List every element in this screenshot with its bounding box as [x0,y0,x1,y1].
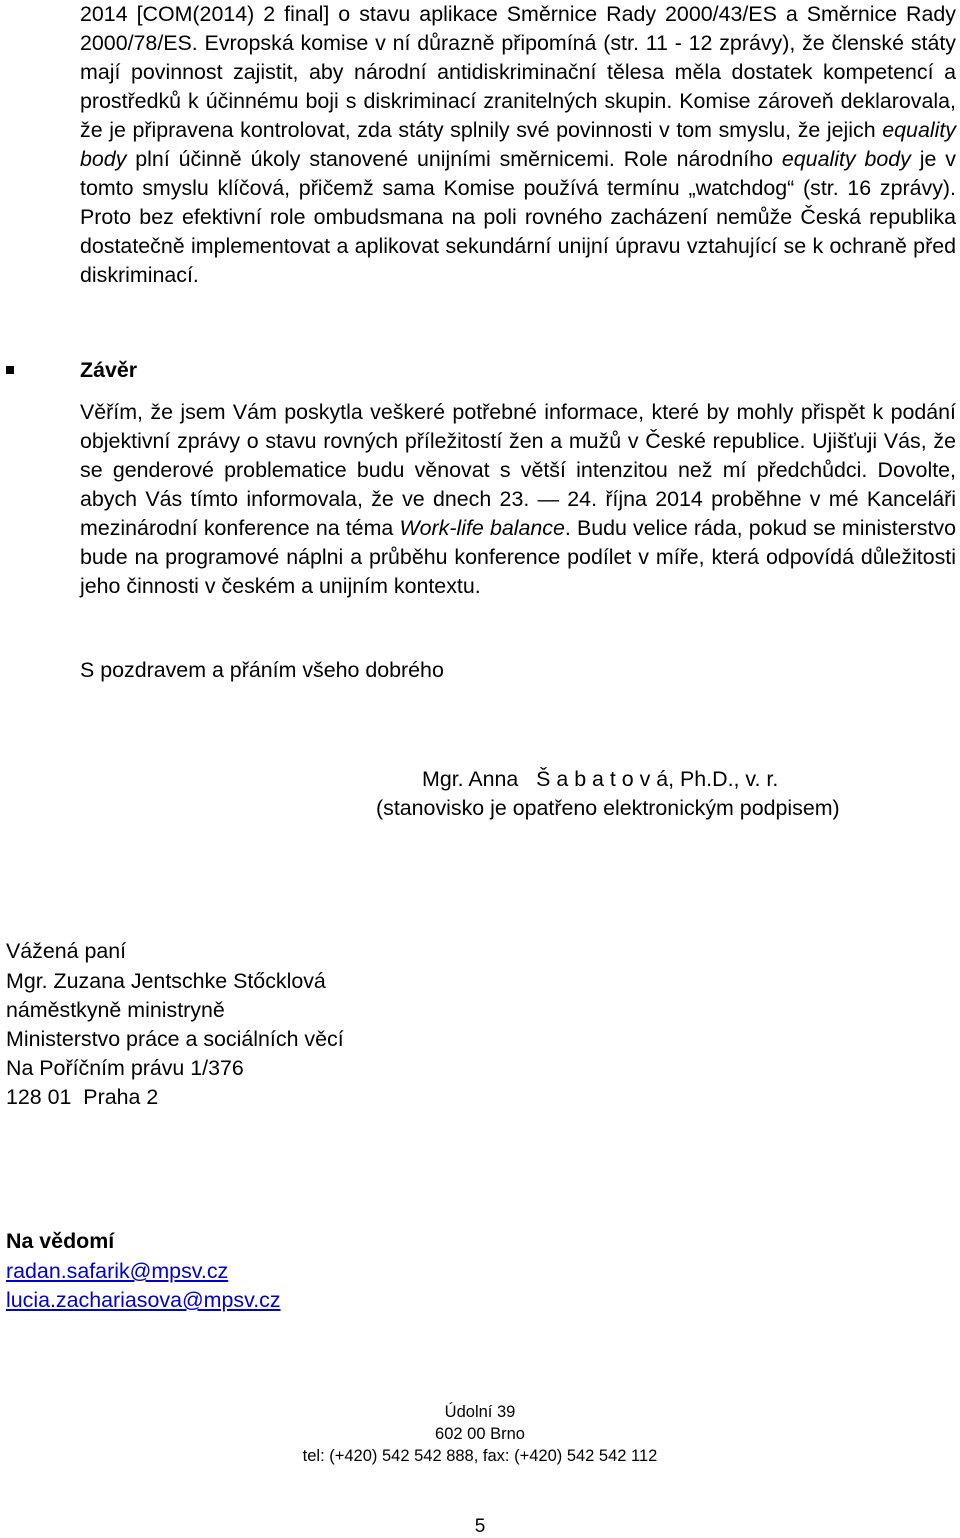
recipient-city: 128 01 Praha 2 [6,1085,159,1109]
section-heading-zaver: Závěr [80,358,138,382]
recipient-office: Ministerstvo práce a sociálních věcí [6,1027,344,1051]
conference-topic: Work-life balance [399,516,565,540]
recipient-role: náměstkyně ministryně [6,998,225,1022]
page-number: 5 [474,1516,486,1537]
footer-contact: tel: (+420) 542 542 888, fax: (+420) 542 542 112 [302,1447,658,1465]
intro-paragraph: 2014 [COM(2014) 2 final] o stavu aplikace Směrnice Rady 2000/43/ES a Směrnice Rady 2000/78/ES. Evropská komise v ní důrazně připomíná (str. 11 - 12 zprávy), že členské státy mají povinnost zajistit, aby národní antidiskriminační tělesa měla dostatek kompetencí a prostředků k účinnému boji s diskriminací zranitelných skupin. Komise zároveň deklarovala, že je připravena kontrolovat, zda státy splnily své povinnosti v tom smyslu, že jejich equality body plní účinně úkoly stanovené unijními směrnicemi. Role národního equality body je v tomto smyslu klíčová, přičemž sama Komise používá termínu „watchdog“ (str. 16 zprávy). Proto bez efektivní role ombudsmana na poli rovného zacházení nemůže Česká republika dostatečně implementovat a aplikovat sekundární unijní úpravu vztahující se k ochraně před diskriminací. [80,2,956,287]
signature-name: Mgr. Anna Š a b a t o v á, Ph.D., v. r. [422,767,779,791]
recipient-name: Mgr. Zuzana Jentschke Stőcklová [6,969,326,993]
equality-body-term-2: equality body [781,147,911,171]
conclusion-paragraph: Věřím, že jsem Vám poskytla veškeré potřebné informace, které by mohly přispět k podání objektivní zprávy o stavu rovných příležitostí žen a mužů v České republice. Ujišťuji Vás, že se genderové problematice budu věnovat s větší intenzitou než mí předchůdci. Dovolte, abych Vás tímto informovala, že ve dnech 23. — 24. října 2014 proběhne v mé Kanceláři mezinárodní konference na téma Work-life balance. Budu velice ráda, pokud se ministerstvo bude na programové náplni a průběhu konference podílet v míře, která odpovídá důležitosti jeho činnosti v českém a unijním kontextu. [80,400,956,598]
closing-greeting: S pozdravem a přáním všeho dobrého [80,658,444,682]
footer-city: 602 00 Brno [435,1425,525,1443]
cc-email-link[interactable]: lucia.zachariasova@mpsv.cz [6,1288,281,1312]
footer-street: Údolní 39 [444,1403,516,1421]
square-bullet-icon [6,366,14,374]
cc-email-link[interactable]: radan.safarik@mpsv.cz [6,1259,229,1283]
signature-note: (stanovisko je opatřeno elektronickým podpisem) [376,796,840,820]
cc-heading: Na vědomí [6,1229,115,1253]
recipient-salutation: Vážená paní [6,939,127,963]
recipient-street: Na Poříčním právu 1/376 [6,1056,244,1080]
equality-body-term: equality body [80,118,956,171]
